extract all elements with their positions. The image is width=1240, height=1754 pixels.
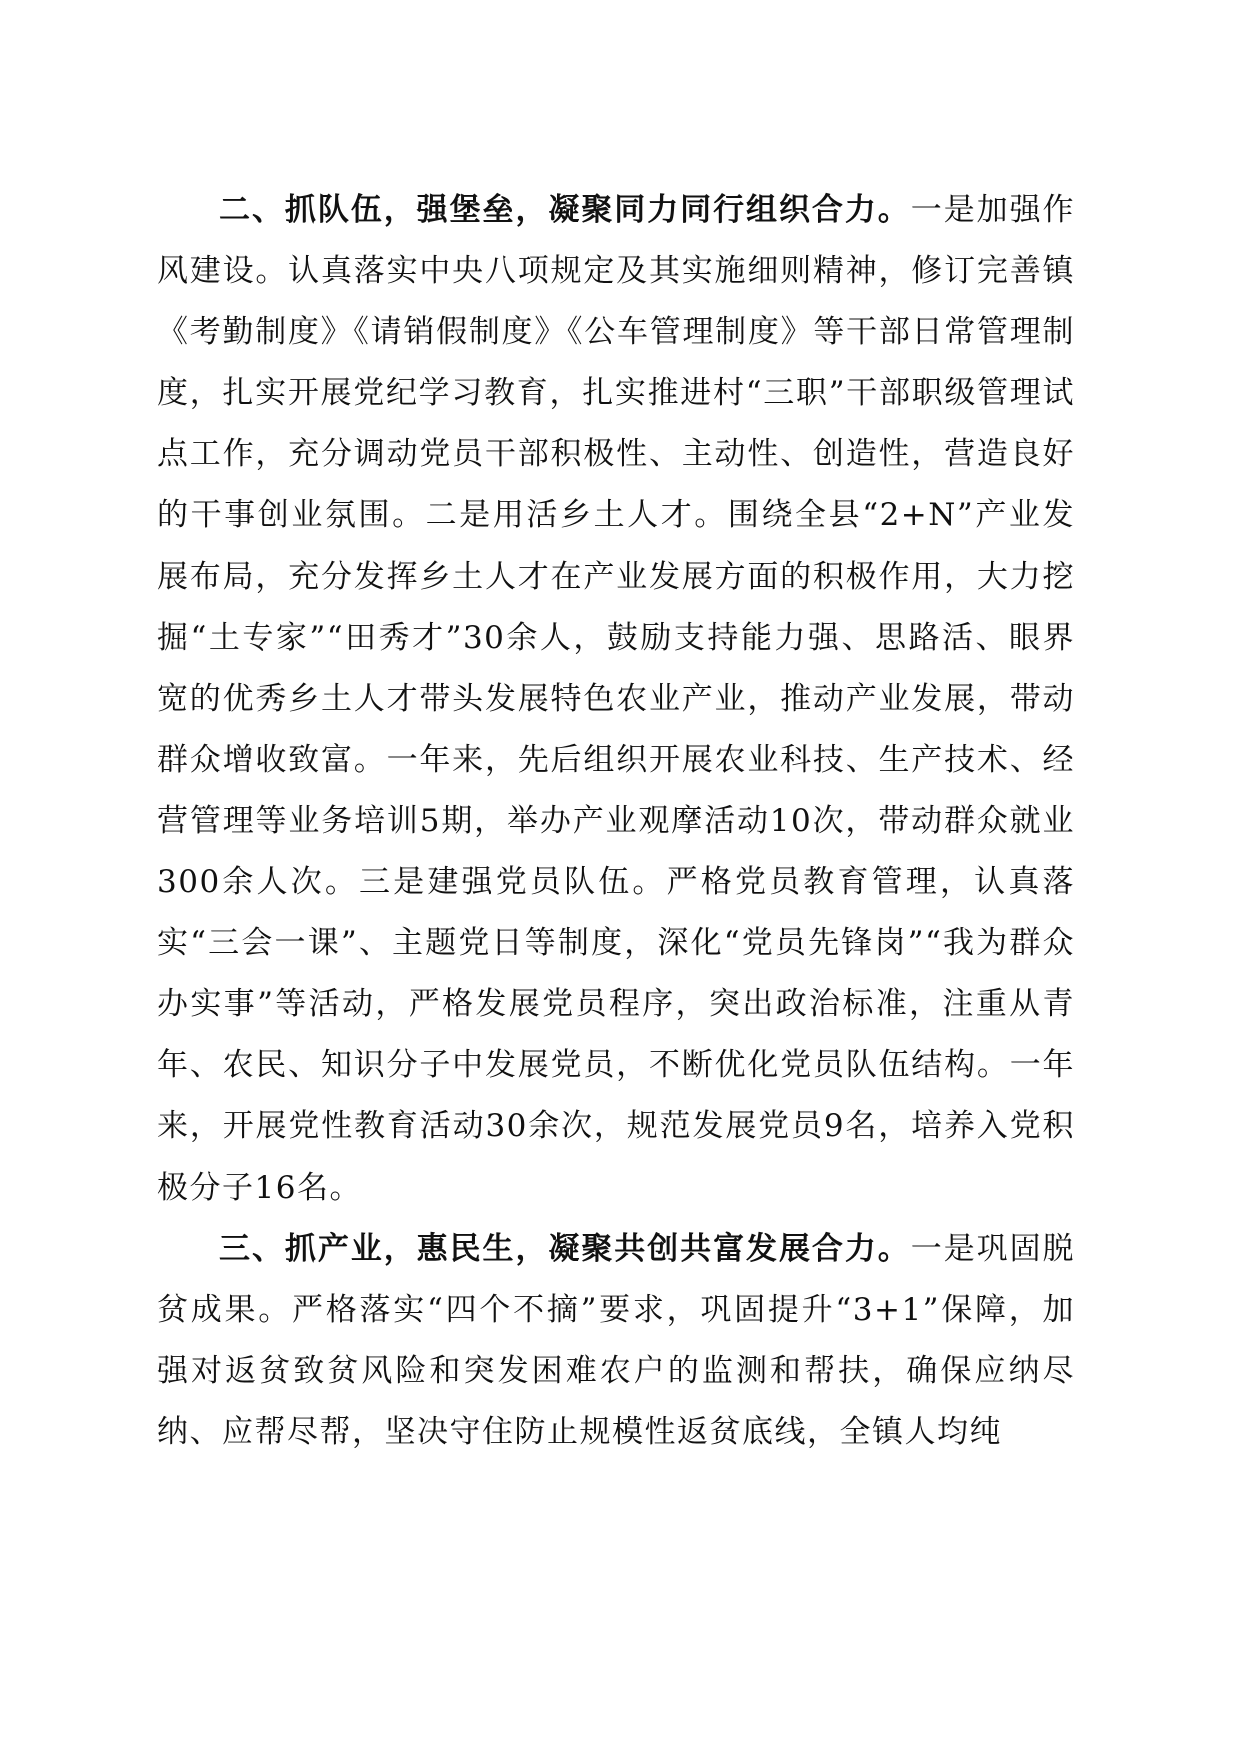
section-body-2: 一是加强作风建设。认真落实中央八项规定及其实施细则精神，修订完善镇《考勤制度》《请销假制度》《公车管理制度》等干部日常管理制度，扎实开展党纪学习教育，扎实推进村“三职”干部职级管理试点工作，充分调动党员干部积极性、主动性、创造性，营造良好的干事创业氛围。二是用活乡土人才。围绕全县“2+N”产业发展布局，充分发挥乡土人才在产业发展方面的积极作用，大力挖掘“土专家”“田秀才”30余人，鼓励支持能力强、思路活、眼界宽的优秀乡土人才带头发展特色农业产业，推动产业发展，带动群众增收致富。一年来，先后组织开展农业科技、生产技术、经营管理等业务培训5期，举办产业观摩活动10次，带动群众就业300余人次。三是建强党员队伍。严格党员教育管理，认真落实“三会一课”、主题党日等制度，深化“党员先锋岗”“我为群众办实事”等活动，严格发展党员程序，突出政治标准，注重从青年、农民、知识分子中发展党员，不断优化党员队伍结构。一年来，开展党性教育活动30余次，规范发展党员9名，培养入党积极分子16名。	[157, 192, 1076, 1206]
section-heading-2: 二、抓队伍，强堡垒，凝聚同力同行组织合力。	[219, 192, 911, 228]
document-body	[157, 180, 1075, 1463]
paragraph-section-2	[157, 180, 1075, 1219]
section-heading-3: 三、抓产业，惠民生，凝聚共创共富发展合力。	[219, 1230, 911, 1267]
paragraph-section-3	[157, 1219, 1075, 1463]
section-body-3: 一是巩固脱贫成果。严格落实“四个不摘”要求，巩固提升“3+1”保障，加强对返贫致贫风险和突发困难农户的监测和帮扶，确保应纳尽纳、应帮尽帮，坚决守住防止规模性返贫底线，全镇人均纯	[157, 1230, 1076, 1450]
